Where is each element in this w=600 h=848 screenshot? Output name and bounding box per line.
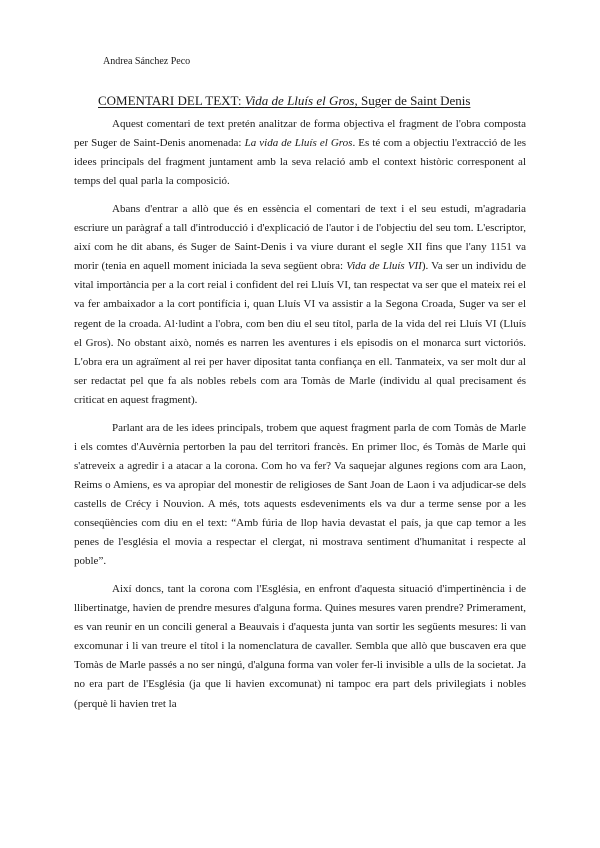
paragraph-3 (74, 419, 526, 572)
paragraph-1-emphasis: La vida de Lluís el Gros (244, 137, 353, 150)
document-body (74, 115, 526, 722)
paragraph-2-emphasis: Vida de Lluís VII (346, 260, 422, 273)
title-prefix: COMENTARI DEL TEXT: (98, 93, 245, 108)
paragraph-4-text: Així doncs, tant la corona com l'Església, en enfront d'aquesta situació d'impertinència i de llibertinatge, havien de prendre mesures d'alguna forma. Quines mesures varen prendre? Primerament, es van reunir en un concili general a Beauvais i d'aquesta junta van sortir les següents mesures: li van excomunar i li van treure el títol i la nomenclatura de cavaller. Sembla que allò que buscaven era que Tomàs de Marle passés a no ser ningú, d'alguna forma van voler fer-li invisible a ulls de la societat. Ja no era part de l'Església (ja que li havien excomunat) ni tampoc era part dels privilegiats i nobles (perquè li havien tret la (74, 582, 526, 710)
paragraph-1-text-b: . Es té com a objectiu l'extracció de les idees principals del fragment juntament amb la seva relació amb el context històric corresponent al temps del qual parla la composició. (74, 137, 526, 188)
paragraph-3-text: Parlant ara de les idees principals, trobem que aquest fragment parla de com Tomàs de Marle i els comtes d'Auvèrnia pertorben la pau del territori francès. En primer lloc, és Tomàs de Marle qui s'atreveix a agredir i a atacar a la corona. Com ho va fer? Va saquejar algunes regions com ara Laon, Reims o Amiens, es va apropiar del monestir de religioses de Sant Joan de Laon i va adjudicar-se dels castells de Crécy i Nouvion. A més, tots aquests esdeveniments els va dur a terme sense por a les conseqüències com diu en el text: “Amb fúria de llop havia devastat el país, ja que cap temor a les penes de l'església el movia a respectar el clergat, ni mostrava sentiment d'humanitat i respecte al poble”. (74, 421, 526, 568)
paragraph-2-text-a: Abans d'entrar a allò que és en essència el comentari de text i el seu estudi, m'agradaria escriure un paràgraf a tall d'introducció i d'explicació de l'autor i de l'objectiu del seu tom. L'escriptor, així com he dit abans, és Suger de Saint-Denis i va viure durant el segle XII fins que l'any 1151 va morir (tenia en aquell moment iniciada la seva següent obra: (74, 202, 526, 273)
paragraph-1 (74, 115, 526, 191)
author-name: Andrea Sánchez Peco (103, 56, 191, 67)
paragraph-2 (74, 200, 526, 410)
title-suffix: , Suger de Saint Denis (354, 93, 471, 108)
paragraph-2-text-b: ). Va ser un individu de vital importància per a la cort reial i confident del rei Lluís VI, tan respectat va ser que el mateix rei el va fer ambaixador a la cort pontifícia i, quan Lluís VI va assistir a la Segona Croada, Suger va ser el regent de la croada. Al·ludint a l'obra, com ben diu el seu títol, parla de la vida del rei Lluís VI (Lluís el Gros). No obstant això, només es narren les aventures i els episodis on el monarca surt victoriós. L'obra era un agraïment al rei per haver dipositat tanta confiança en ell. Tanmateix, va ser molt dur al ser redactat pel que fa als nobles rebels com ara Tomàs de Marle (individu al qual precisament és criticat en aquest fragment). (74, 260, 527, 406)
paragraph-4 (74, 580, 526, 714)
title-work: Vida de Lluís el Gros (244, 93, 355, 108)
paragraph-1-text-a: Aquest comentari de text pretén analitzar de forma objectiva el fragment de l'obra composta per Suger de Saint-Denis anomenada: (74, 118, 526, 150)
document-title (98, 93, 508, 109)
